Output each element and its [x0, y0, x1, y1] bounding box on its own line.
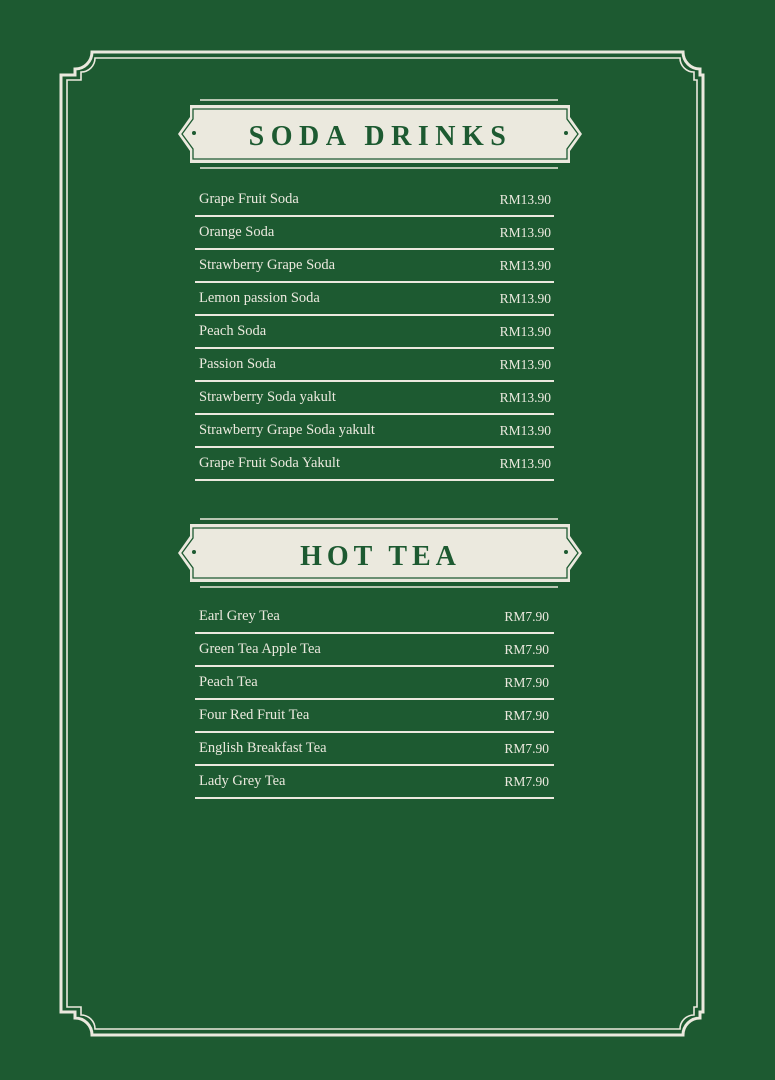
menu-item — [195, 217, 554, 250]
item-name: Peach Soda — [199, 323, 267, 339]
menu-item — [195, 733, 554, 766]
item-price: RM7.90 — [504, 675, 549, 690]
item-list — [195, 184, 554, 481]
item-name: Grape Fruit Soda Yakult — [199, 455, 340, 471]
item-name: Strawberry Grape Soda — [199, 257, 336, 273]
item-name: Passion Soda — [199, 356, 276, 372]
item-name: Lemon passion Soda — [199, 290, 320, 306]
item-price: RM7.90 — [504, 642, 549, 657]
item-name: Green Tea Apple Tea — [199, 641, 321, 657]
item-price: RM13.90 — [499, 456, 551, 471]
item-price: RM7.90 — [504, 708, 549, 723]
menu-item — [195, 316, 554, 349]
item-name: Strawberry Soda yakult — [199, 389, 336, 405]
item-price: RM7.90 — [504, 609, 549, 624]
menu-item — [195, 766, 554, 799]
item-price: RM13.90 — [499, 291, 551, 306]
menu-item — [195, 250, 554, 283]
section-title: SODA DRINKS — [248, 121, 513, 152]
item-price: RM13.90 — [499, 324, 551, 339]
menu-item — [195, 283, 554, 316]
menu-item — [195, 634, 554, 667]
menu-item — [195, 415, 554, 448]
item-name: Four Red Fruit Tea — [199, 707, 310, 723]
item-name: Orange Soda — [199, 224, 275, 240]
section-title: HOT TEA — [300, 541, 461, 572]
item-price: RM13.90 — [499, 225, 551, 240]
item-name: Strawberry Grape Soda yakult — [199, 422, 375, 438]
item-price: RM13.90 — [499, 357, 551, 372]
item-price: RM13.90 — [499, 423, 551, 438]
menu-item — [195, 184, 554, 217]
item-price: RM13.90 — [499, 258, 551, 273]
item-price: RM13.90 — [499, 390, 551, 405]
menu-item — [195, 601, 554, 634]
item-name: Lady Grey Tea — [199, 773, 286, 789]
item-name: English Breakfast Tea — [199, 740, 327, 756]
item-name: Earl Grey Tea — [199, 608, 280, 624]
item-name: Grape Fruit Soda — [199, 191, 299, 207]
menu-item — [195, 667, 554, 700]
menu-item — [195, 700, 554, 733]
item-name: Peach Tea — [199, 674, 258, 690]
item-price: RM13.90 — [499, 192, 551, 207]
item-price: RM7.90 — [504, 774, 549, 789]
menu-item — [195, 349, 554, 382]
menu-item — [195, 448, 554, 481]
menu-item — [195, 382, 554, 415]
item-price: RM7.90 — [504, 741, 549, 756]
item-list — [195, 601, 554, 799]
